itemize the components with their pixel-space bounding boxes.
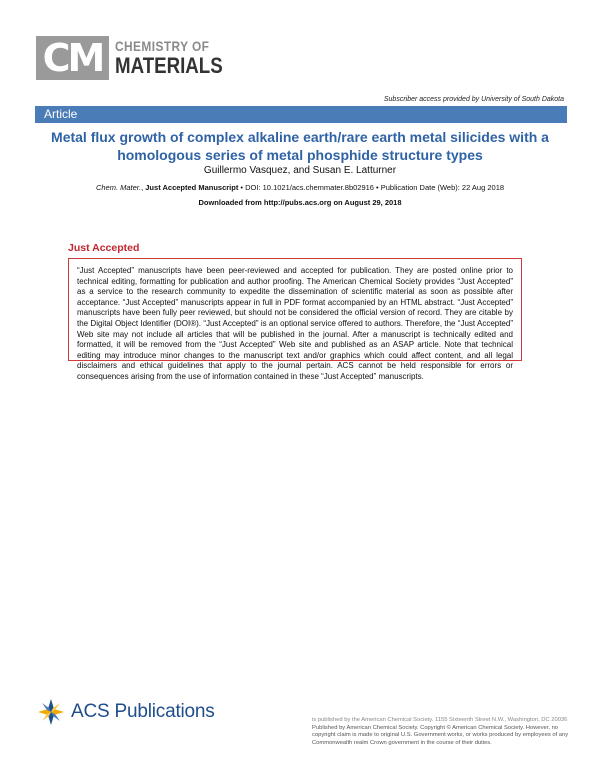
acs-emblem-icon [36,697,66,727]
publisher-notice [312,717,582,747]
acs-publications-logo[interactable] [36,697,215,727]
subscriber-access-note: Subscriber access provided by University of South Dakota [383,96,564,103]
section-bar [35,106,567,123]
copyright-notice: Published by American Chemical Society. Copyright © American Chemical Society. However, no copyright claim is made to original U.S. Government works, or works produced by employees of any Commonwealth realm Crown government in the course of their duties. [312,724,569,746]
publisher-address: is published by the American Chemical Society. 1155 Sixteenth Street N.W., Washington, DC 20036 [312,717,568,723]
just-accepted-heading: Just Accepted [68,242,140,254]
article-authors: Guillermo Vasquez, and Susan E. Latturner [203,165,397,176]
journal-logo-text [115,36,242,80]
article-title: Metal flux growth of complex alkaline earth/rare earth metal silicides with a homologous series of metal phosphide structure types [51,129,549,163]
citation-line: Chem. Mater., Just Accepted Manuscript • DOI: 10.1021/acs.chemmater.8b02916 • Publication Date (Web): 22 Aug 2018 [95,183,505,192]
journal-name-line2: MATERIALS [115,52,223,78]
doi-and-date[interactable]: • DOI: 10.1021/acs.chemmater.8b02916 • Publication Date (Web): 22 Aug 2018 [238,183,505,192]
journal-abbreviation: Chem. Mater. [95,183,142,192]
acs-publications-wordmark: ACS Publications [71,701,215,722]
just-accepted-notice: “Just Accepted” manuscripts have been peer-reviewed and accepted for publication. They are posted online prior to technical editing, formatting for publication and author proofing. The American Chemical Society provides “Just Accepted” as a service to the research community to expedite the dissemination of scientific material as soon as possible after acceptance. “Just Accepted” manuscripts appear in full in PDF format accompanied by an HTML abstract. “Just Accepted” manuscripts have been fully peer reviewed, but should not be considered the official version of record. They are citable by the Digital Object Identifier (DOI®). “Just Accepted” is an optional service offered to authors. Therefore, the “Just Accepted” Web site may not include all articles that will be published in the journal. After a manuscript is technically edited and formatted, it will be removed from the “Just Accepted” Web site and published as an ASAP article. Note that technical editing may introduce minor changes to the manuscript text and/or graphics which could affect content, and all legal disclaimers and ethical guidelines that apply to the journal pertain. ACS cannot be held responsible for errors or consequences arising from the use of information contained in these “Just Accepted” manuscripts. [68,258,522,361]
journal-logo-mark: CM [36,36,109,80]
manuscript-status: Just Accepted Manuscript [145,183,239,192]
journal-logo [36,36,242,80]
download-note: Downloaded from http://pubs.acs.org on August 29, 2018 [198,198,402,207]
section-label: Article [44,107,78,121]
journal-name-line1: CHEMISTRY OF [115,37,210,54]
